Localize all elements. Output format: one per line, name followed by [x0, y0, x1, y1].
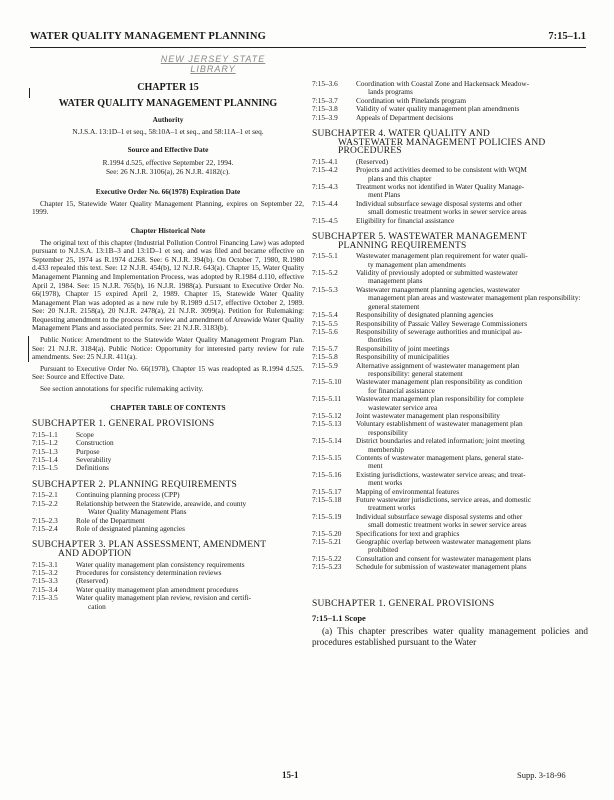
toc-section-number: 7:15–2.4 [32, 524, 58, 534]
toc-section-number: 7:15–5.14 [312, 436, 342, 446]
toc-section-number: 7:15–5.18 [312, 495, 342, 505]
toc-entry [312, 395, 588, 412]
toc-entry [312, 269, 588, 286]
historical-note-paragraph: The original text of this chapter (Industrial Pollution Control Financing Law) was adopted pursuant to N.J.S.A. 13:1B–3 and 13:1D–1 et seq. and was filed and became effective on September 25, 1974 as R.1974 d.268. See: 6 N.J.R. 394(b). On October 7, 1980, R.1980 d.433 repealed this text. See: 12 N.J.R. 454(b), 12 N.J.R. 643(a). Chapter 15, Water Quality Management Planning and Implementation Process, was adopted by R.1984 d.110, effective April 2, 1984. See: 15 N.J.R. 765(b), 16 N.J.R. 1988(a). Pursuant to Executive Order No. 66(1978), Chapter 15 expired April 2, 1989. Chapter 15, Statewide Water Quality Management Plan was adopted as a new rule by R.1989 d.517, effective October 2, 1989. See: 20 N.J.R. 2158(a), 20 N.J.R. 2478(a), 21 N.J.R. 3099(a). Petition for Rulemaking: Requesting amendment to the process for review and amendment of Areawide Water Quality Management Plans and associated permits. See: 21 N.J.R. 3183(b). [32, 237, 304, 333]
toc-list [32, 431, 304, 473]
toc-section-title-continuation: for financial assistance [368, 385, 435, 395]
toc-subchapter-title-line: SUBCHAPTER 3. PLAN ASSESSMENT, AMENDMENT [32, 540, 267, 551]
toc-entry [312, 420, 588, 437]
source-label: Source and Effective Date [127, 145, 209, 155]
toc-entry [312, 471, 588, 488]
toc-section-title-line: Treatment works not identified in Water Quality Manage- [356, 182, 525, 192]
toc-section-title-continuation: ment Plans [368, 190, 401, 200]
toc-subchapter-4-title [312, 130, 588, 156]
toc-section-title-line: Wastewater management plan responsibility for complete [356, 394, 524, 404]
toc-section-number: 7:15–2.2 [32, 498, 58, 508]
toc-section-title-continuation: thorities [368, 335, 392, 345]
toc-section-title-line: Future wastewater jurisdictions, service areas, and domestic [356, 495, 532, 505]
toc-section-title-line: Role of the Department [76, 515, 145, 525]
toc-section-title [356, 183, 588, 200]
authority-label: Authority [152, 115, 184, 125]
toc-entry [312, 183, 588, 200]
expiration-label: Executive Order No. 66(1978) Expiration Date [95, 187, 241, 197]
toc-section-title-line: Role of designated planning agencies [76, 524, 186, 534]
toc-section-title [356, 538, 588, 555]
toc-section-number: 7:15–3.4 [32, 584, 58, 594]
toc-list [312, 80, 588, 122]
toc-entry [312, 454, 588, 471]
toc-section-title-line: Coordination with Coastal Zone and Hackensack Meadow- [356, 79, 530, 88]
toc-section-title [356, 420, 588, 437]
toc-section-number: 7:15–3.2 [32, 568, 58, 578]
toc-section-title-line: District boundaries and related information; joint meeting [356, 436, 525, 446]
toc-section-number: 7:15–5.17 [312, 486, 342, 496]
toc-section-number: 7:15–5.4 [312, 310, 338, 320]
toc-section-number: 7:15–5.21 [312, 537, 342, 547]
toc-section-title [356, 217, 588, 225]
historical-note-paragraph: See section annotations for specific rulemaking activity. [40, 384, 204, 394]
toc-section-title-line: Schedule for submission of wastewater management plans [356, 562, 527, 572]
running-header [30, 31, 586, 48]
toc-subchapter-3-title [32, 541, 304, 558]
toc-section-title-line: Construction [76, 438, 114, 448]
toc-section-title-line: Severability [76, 455, 112, 465]
toc-subchapter-title-line: WASTEWATER MANAGEMENT POLICIES AND [338, 137, 546, 148]
toc-section-title-line: Joint wastewater management plan responsibility [356, 410, 500, 420]
toc-section-title-line: Responsibility of joint meetings [356, 343, 450, 353]
toc-section-title-continuation: membership [368, 444, 405, 454]
toc-entry [312, 328, 588, 345]
toc-section-title-continuation: ment [368, 461, 383, 471]
toc-section-number: 7:15–1.4 [32, 455, 58, 465]
toc-section-number: 7:15–5.12 [312, 410, 342, 420]
toc-entry [32, 439, 304, 447]
section-heading: 7:15–1.1 Scope [312, 613, 366, 624]
toc-section-title-line: Validity of water quality management plan amendments [356, 104, 520, 114]
toc-section-title-line: Contents of wastewater management plans, general state- [356, 453, 524, 462]
toc-section-number: 7:15–5.5 [312, 318, 338, 328]
page-number: 15-1 [282, 770, 299, 780]
toc-section-title-line: Alternative assignment of wastewater management plan [356, 360, 520, 370]
toc-section-number: 7:15–5.1 [312, 251, 338, 261]
left-column [32, 68, 304, 611]
toc-section-number: 7:15–4.5 [312, 215, 338, 225]
toc-section-title-continuation: responsibility: general statement [368, 368, 463, 378]
toc-section-title-line: Individual subsurface sewage disposal systems and other [356, 511, 523, 521]
toc-section-number: 7:15–2.1 [32, 490, 58, 500]
toc-entry [32, 456, 304, 464]
header-title: WATER QUALITY MANAGEMENT PLANNING [30, 31, 266, 42]
toc-section-title [76, 594, 304, 611]
toc-section-title-line: Purpose [76, 446, 100, 456]
toc-section-number: 7:15–3.3 [32, 576, 58, 586]
toc-entry [312, 166, 588, 183]
toc-section-title-line: Responsibility of designated planning agencies [356, 310, 494, 320]
toc-section-title-line: (Reserved) [76, 576, 109, 586]
toc-section-title [356, 471, 588, 488]
toc-section-title [356, 252, 588, 269]
source-line1: R.1994 d.525, effective September 22, 1994. [102, 157, 234, 167]
toc-section-number: 7:15–1.3 [32, 446, 58, 456]
toc-section-title [356, 328, 588, 345]
toc-section-number: 7:15–5.3 [312, 284, 338, 294]
toc-section-title [76, 569, 304, 577]
toc-subchapter-5-title [312, 233, 588, 250]
toc-section-title-continuation: Water Quality Management Plans [88, 507, 187, 517]
toc-section-title-line: Water quality management plan review, revision and certifi- [76, 593, 252, 603]
toc-section-title [76, 439, 304, 447]
toc-entry [32, 431, 304, 439]
toc-section-title [76, 456, 304, 464]
toc-subchapter-1-title: SUBCHAPTER 1. GENERAL PROVISIONS [32, 419, 215, 430]
revision-mark [29, 88, 30, 98]
toc-section-title-line: Geographic overlap between wastewater management plans [356, 537, 531, 547]
toc-entry [32, 569, 304, 577]
chapter-number: CHAPTER 15 [137, 82, 199, 93]
toc-section-title-continuation: ty management plan amendments [368, 259, 466, 269]
toc-section-number: 7:15–3.1 [32, 559, 58, 569]
toc-section-number: 7:15–3.7 [312, 95, 338, 105]
toc-section-number: 7:15–5.9 [312, 360, 338, 370]
toc-section-number: 7:15–3.5 [32, 593, 58, 603]
toc-section-title [356, 378, 588, 395]
toc-section-title-line: Continuing planning process (CPP) [76, 490, 180, 500]
toc-section-number: 7:15–5.6 [312, 326, 338, 336]
toc-subchapter-title-line: SUBCHAPTER 4. WATER QUALITY AND [312, 129, 490, 140]
toc-section-number: 7:15–4.2 [312, 165, 338, 175]
toc-list [312, 158, 588, 225]
toc-section-number: 7:15–5.19 [312, 511, 342, 521]
toc-section-number: 7:15–3.8 [312, 104, 338, 114]
source-line2: See: 26 N.J.R. 3106(a), 26 N.J.R. 4182(c). [105, 166, 231, 176]
toc-section-title-continuation: management plans [368, 276, 423, 286]
toc-entry [312, 563, 588, 571]
toc-section-number: 7:15–5.22 [312, 553, 342, 563]
toc-section-title-continuation: responsibility [368, 427, 408, 437]
toc-subchapter-title-line: PROCEDURES [338, 146, 402, 157]
toc-section-title-line: Voluntary establishment of wastewater management plan [356, 419, 523, 429]
header-section-number: 7:15–1.1 [548, 31, 586, 42]
toc-section-title-line: Relationship between the Statewide, areawide, and county [76, 498, 247, 508]
toc-section-title [356, 454, 588, 471]
toc-section-number: 7:15–5.11 [312, 394, 342, 404]
toc-entry [312, 437, 588, 454]
toc-section-title-line: Procedures for consistency determination reviews [76, 568, 222, 578]
toc-section-title-line: Responsibility of municipalities [356, 352, 450, 362]
toc-section-number: 7:15–2.3 [32, 515, 58, 525]
toc-section-title-continuation: ment works [368, 478, 403, 488]
authority-text: N.J.S.A. 13:1D–1 et seq., 58:10A–1 et seq., and 58:11A–1 et seq. [72, 126, 264, 136]
toc-entry [32, 525, 304, 533]
toc-section-title-line: Water quality management plan consistency requirements [76, 559, 245, 569]
toc-section-number: 7:15–3.9 [312, 112, 338, 122]
toc-section-title-continuation: prohibited [368, 545, 398, 555]
toc-subchapter-title-line: PLANNING REQUIREMENTS [338, 240, 467, 251]
toc-list [312, 252, 588, 571]
toc-section-title-line: Definitions [76, 463, 109, 473]
toc-section-number: 7:15–1.1 [32, 429, 58, 439]
toc-section-number: 7:15–5.10 [312, 377, 342, 387]
toc-section-title-line: Validity of previously adopted or submitted wastewater [356, 268, 518, 278]
toc-section-number: 7:15–5.15 [312, 453, 342, 462]
historical-note-label: Chapter Historical Note [130, 225, 206, 235]
toc-section-number: 7:15–4.1 [312, 156, 338, 166]
toc-entry [312, 496, 588, 513]
toc-section-title-line: Coordination with Pinelands program [356, 95, 467, 105]
toc-section-number: 7:15–4.3 [312, 182, 338, 192]
toc-section-title-line: Eligibility for financial assistance [356, 215, 455, 225]
toc-section-title [76, 525, 304, 533]
toc-section-number: 7:15–5.8 [312, 352, 338, 362]
toc-section-title-line: Consultation and consent for wastewater management plans [356, 553, 532, 563]
toc-section-title-line: Wastewater management plan responsibility as condition [356, 377, 523, 387]
expiration-text: Chapter 15, Statewide Water Quality Management Planning, expires on September 22, 1999. [32, 198, 304, 217]
toc-section-title-line: Responsibility of sewerage authorities and municipal au- [356, 326, 523, 336]
toc-subchapter-title-line: SUBCHAPTER 5. WASTEWATER MANAGEMENT [312, 232, 527, 243]
toc-section-number: 7:15–5.7 [312, 343, 338, 353]
toc-entry [312, 513, 588, 530]
toc-section-title [356, 166, 588, 183]
toc-entry [312, 345, 588, 353]
toc-section-title-continuation: management plan areas and wastewater management plan responsibility: general statement [368, 293, 581, 311]
toc-entry [312, 200, 588, 217]
chapter-title: WATER QUALITY MANAGEMENT PLANNING [58, 97, 278, 109]
toc-section-title-line: Individual subsurface sewage disposal systems and other [356, 198, 523, 208]
toc-section-title-line: Projects and activities deemed to be consistent with WQM [356, 165, 527, 175]
historical-note-paragraph: Pursuant to Executive Order No. 66(1978), Chapter 15 was readopted as R.1994 d.525. See: Source and Effective Date. [32, 363, 304, 382]
toc-section-number: 7:15–5.13 [312, 419, 342, 429]
supplement-date: Supp. 3-18-96 [517, 770, 566, 780]
toc-section-title-continuation: small domestic treatment works in sewer service areas [368, 520, 527, 530]
toc-section-title [356, 286, 588, 311]
toc-section-title [76, 464, 304, 472]
section-body-text: (a) This chapter prescribes water quality management policies and procedures established pursuant to the Water [312, 625, 588, 647]
right-column [312, 80, 588, 648]
toc-section-number: 7:15–1.2 [32, 438, 58, 448]
toc-list [32, 561, 304, 611]
toc-section-title-continuation: wastewater service area [368, 402, 438, 412]
toc-section-title-line: Specifications for text and graphics [356, 528, 460, 538]
toc-section-title-line: Mapping of environmental features [356, 486, 460, 496]
toc-section-number: 7:15–5.20 [312, 528, 342, 538]
library-stamp: NEW JERSEY STATE LIBRARY [160, 54, 266, 74]
toc-section-number: 7:15–5.16 [312, 469, 342, 479]
toc-title: CHAPTER TABLE OF CONTENTS [110, 402, 226, 412]
toc-entry [312, 286, 588, 311]
body-subchapter-title: SUBCHAPTER 1. GENERAL PROVISIONS [312, 598, 495, 609]
toc-entry [32, 448, 304, 456]
toc-entry [312, 378, 588, 395]
toc-section-title [76, 500, 304, 517]
toc-section-number: 7:15–1.5 [32, 463, 58, 473]
toc-entry [312, 252, 588, 269]
toc-section-title [356, 362, 588, 379]
toc-section-title-line: Scope [76, 429, 94, 439]
toc-section-title [356, 437, 588, 454]
toc-section-title [356, 200, 588, 217]
toc-section-title-continuation: treatment works [368, 503, 416, 513]
toc-entry [312, 538, 588, 555]
toc-entry [312, 362, 588, 379]
toc-section-title-continuation: cation [88, 601, 106, 611]
toc-section-title [356, 513, 588, 530]
toc-section-title [356, 496, 588, 513]
toc-section-title [356, 80, 588, 97]
toc-entry [312, 80, 588, 97]
toc-section-title-continuation: small domestic treatment works in sewer service areas [368, 207, 527, 217]
toc-entry [32, 500, 304, 517]
toc-section-number: 7:15–5.2 [312, 268, 338, 278]
toc-list [32, 491, 304, 533]
toc-section-title-line: Appeals of Department decisions [356, 112, 454, 122]
toc-subchapter-title-line: AND ADOPTION [58, 549, 132, 560]
toc-entry [312, 114, 588, 122]
toc-section-number: 7:15–5.23 [312, 562, 342, 572]
toc-section-title-line: Existing jurisdictions, wastewater service areas; and treat- [356, 469, 526, 479]
toc-section-number: 7:15–3.6 [312, 79, 338, 88]
toc-subchapter-2-title: SUBCHAPTER 2. PLANNING REQUIREMENTS [32, 479, 237, 490]
toc-section-title-line: Wastewater management plan requirement for water quali- [356, 251, 528, 261]
toc-entry [32, 594, 304, 611]
toc-section-title-line: (Reserved) [356, 156, 389, 166]
toc-entry [32, 464, 304, 472]
toc-section-title [356, 269, 588, 286]
toc-section-number: 7:15–4.4 [312, 198, 338, 208]
toc-entry [312, 217, 588, 225]
toc-section-title-line: Water quality management plan amendment procedures [76, 584, 239, 594]
toc-section-title [356, 395, 588, 412]
toc-section-title-line: Responsibility of Passaic Valley Sewerage Commissioners [356, 318, 528, 328]
historical-note-paragraph: Public Notice: Amendment to the Statewide Water Quality Management Program Plan. See: 21 N.J.R. 3184(a). Public Notice: Opportunity for interested party review for rule amendments. See: 25 N.J.R. 411(a). [32, 335, 304, 362]
toc-section-title [356, 563, 588, 571]
toc-section-title-continuation: lands programs [368, 87, 413, 97]
toc-section-title-line: Wastewater management planning agencies, wastewater [356, 284, 520, 294]
toc-section-title-continuation: plans and this chapter [368, 173, 432, 183]
toc-section-title [356, 114, 588, 122]
